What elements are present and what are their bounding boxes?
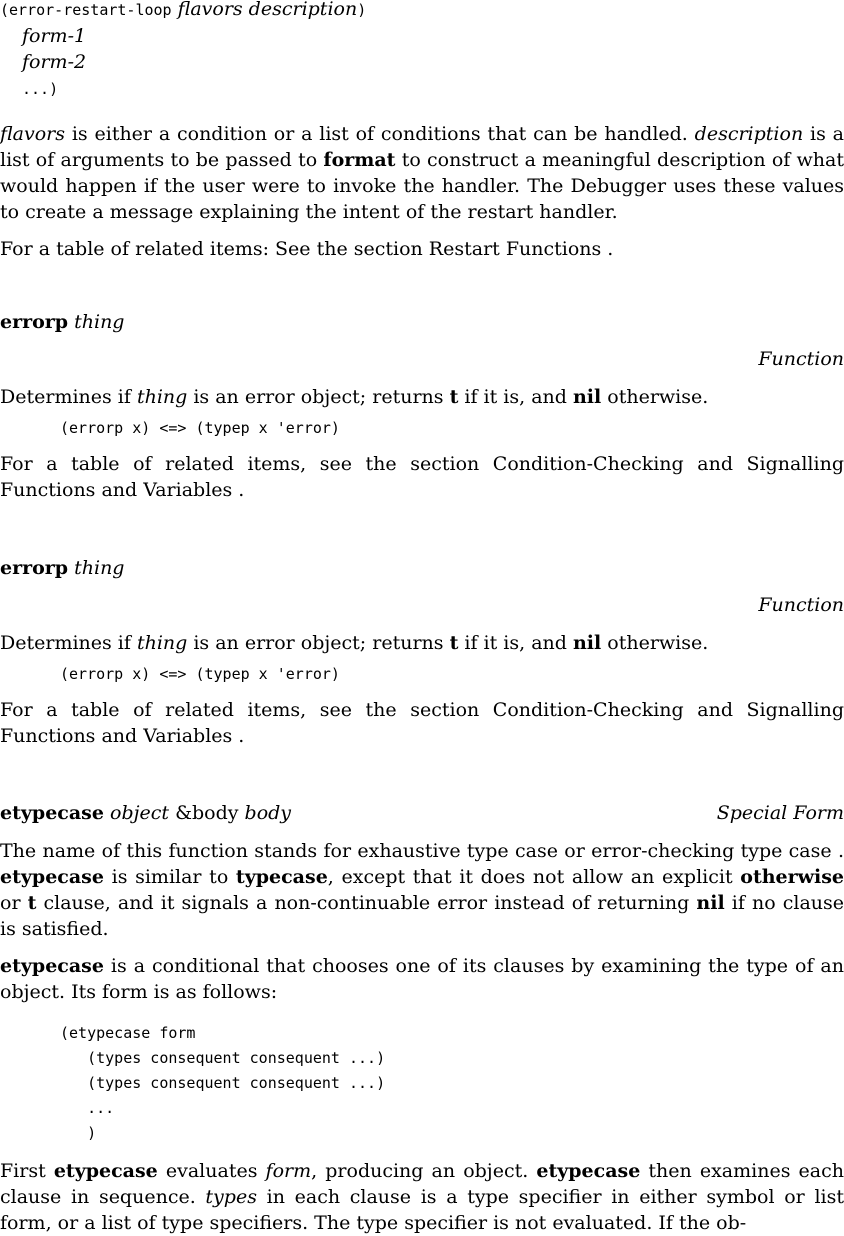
errorp-desc-text: otherwise. <box>601 632 709 654</box>
restart-loop-description <box>0 121 844 225</box>
etypecase-name: etypecase <box>0 802 104 824</box>
etypecase-headline <box>0 800 844 826</box>
errorp-category: Function <box>758 594 844 616</box>
p2-term: etypecase <box>0 955 104 977</box>
errorp-headline <box>0 309 844 335</box>
etypecase-signature <box>0 800 291 826</box>
etypecase-paragraph-1 <box>0 838 844 942</box>
p3-text: then examines each clause in sequence. <box>0 1160 844 1208</box>
errorp-nil-term: nil <box>572 386 602 408</box>
errorp-related: For a table of related items, see the section Condition-Checking and Signalling Functions and Variables . <box>0 453 844 501</box>
errorp-arg: thing <box>74 557 125 579</box>
errorp-desc-text: otherwise. <box>601 386 709 408</box>
errorp-desc-text: is an error object; returns <box>187 632 450 654</box>
p1-term: otherwise <box>740 866 844 888</box>
p1-text: if no clause is satisfied. <box>0 892 844 940</box>
errorp-arg: thing <box>74 311 125 333</box>
desc-text-1: is either a condition or a list of conditions that can be handled. <box>65 123 695 145</box>
p3-term: form <box>265 1160 312 1182</box>
errorp-description <box>0 384 844 410</box>
errorp-related: For a table of related items, see the section Condition-Checking and Signalling Functions and Variables . <box>0 699 844 747</box>
errorp-code-example: (errorp x) <=> (typep x 'error) <box>60 665 340 683</box>
errorp-desc-text: is an error object; returns <box>187 386 450 408</box>
errorp-description <box>0 630 844 656</box>
restart-loop-args: flavors description <box>177 0 358 20</box>
p1-term: t <box>27 892 37 914</box>
errorp-category: Function <box>758 348 844 370</box>
etypecase-paragraph-2 <box>0 953 844 1005</box>
errorp-desc-text: if it is, and <box>458 386 573 408</box>
errorp-t-term: t <box>449 386 459 408</box>
errorp-name: errorp <box>0 557 69 579</box>
errorp-code-example: (errorp x) <=> (typep x 'error) <box>60 419 340 437</box>
errorp-name: errorp <box>0 311 69 333</box>
restart-loop-name: (error-restart-loop <box>0 1 172 19</box>
restart-loop-form1: form-1 <box>22 25 87 47</box>
p2-text: is a conditional that chooses one of its clauses by examining the type of an object. Its form is as follows: <box>0 955 844 1003</box>
restart-loop-related: For a table of related items: See the section Restart Functions . <box>0 238 614 260</box>
p1-term: etypecase <box>0 866 104 888</box>
desc-text-2: is a list of arguments to be passed to <box>0 123 844 171</box>
restart-loop-close: ) <box>357 1 367 19</box>
p1-term: nil <box>696 892 725 914</box>
p1-text: , except that it does not allow an explicit <box>327 866 741 888</box>
restart-loop-ellipsis: ...) <box>22 80 59 98</box>
code-line: (types consequent consequent ...) <box>60 1049 386 1067</box>
errorp-entry <box>0 555 844 749</box>
etypecase-entry <box>0 800 844 1236</box>
code-line: ) <box>60 1124 97 1142</box>
errorp-t-term: t <box>449 632 459 654</box>
p3-text: evaluates <box>157 1160 266 1182</box>
etypecase-paragraph-3 <box>0 1158 844 1236</box>
errorp-thing-term: thing <box>136 386 188 408</box>
errorp-desc-text: if it is, and <box>458 632 573 654</box>
code-line: ... <box>60 1099 115 1117</box>
etypecase-code-block <box>0 1021 844 1146</box>
restart-loop-signature <box>0 0 844 102</box>
errorp-entry <box>0 309 844 503</box>
errorp-nil-term: nil <box>572 632 602 654</box>
code-line: (types consequent consequent ...) <box>60 1074 386 1092</box>
format-term: format <box>323 149 396 171</box>
p1-text: clause, and it signals a non-continuable error instead of returning <box>36 892 697 914</box>
p3-text: First <box>0 1160 54 1182</box>
etypecase-arg-body: body <box>244 802 292 824</box>
errorp-headline <box>0 555 844 581</box>
etypecase-arg-body-keyword: &body <box>175 802 239 824</box>
p3-text: , producing an object. <box>311 1160 537 1182</box>
errorp-desc-text: Determines if <box>0 386 137 408</box>
flavors-term: flavors <box>0 123 66 145</box>
p3-term: types <box>205 1186 257 1208</box>
p1-text: or <box>0 892 28 914</box>
code-line: (etypecase form <box>60 1024 196 1042</box>
description-term: description <box>694 123 804 145</box>
p1-term: typecase <box>235 866 328 888</box>
p3-term: etypecase <box>53 1160 158 1182</box>
p1-text: is similar to <box>103 866 236 888</box>
etypecase-category: Special Form <box>716 802 844 824</box>
errorp-thing-term: thing <box>136 632 188 654</box>
p3-term: etypecase <box>536 1160 641 1182</box>
p1-text: The name of this function stands for exhaustive type case or error-checking type case . <box>0 840 844 862</box>
errorp-desc-text: Determines if <box>0 632 137 654</box>
p3-text: in each clause is a type specifier in either symbol or list form, or a list of type specifiers. The type specifier is not evaluated. If the ob- <box>0 1186 844 1234</box>
desc-text-3: to construct a meaningful description of what would happen if the user were to invoke the handler. The Debugger uses these values to create a message explaining the intent of the restart handler. <box>0 149 844 223</box>
restart-loop-form2: form-2 <box>22 51 87 73</box>
etypecase-arg-object: object <box>110 802 170 824</box>
